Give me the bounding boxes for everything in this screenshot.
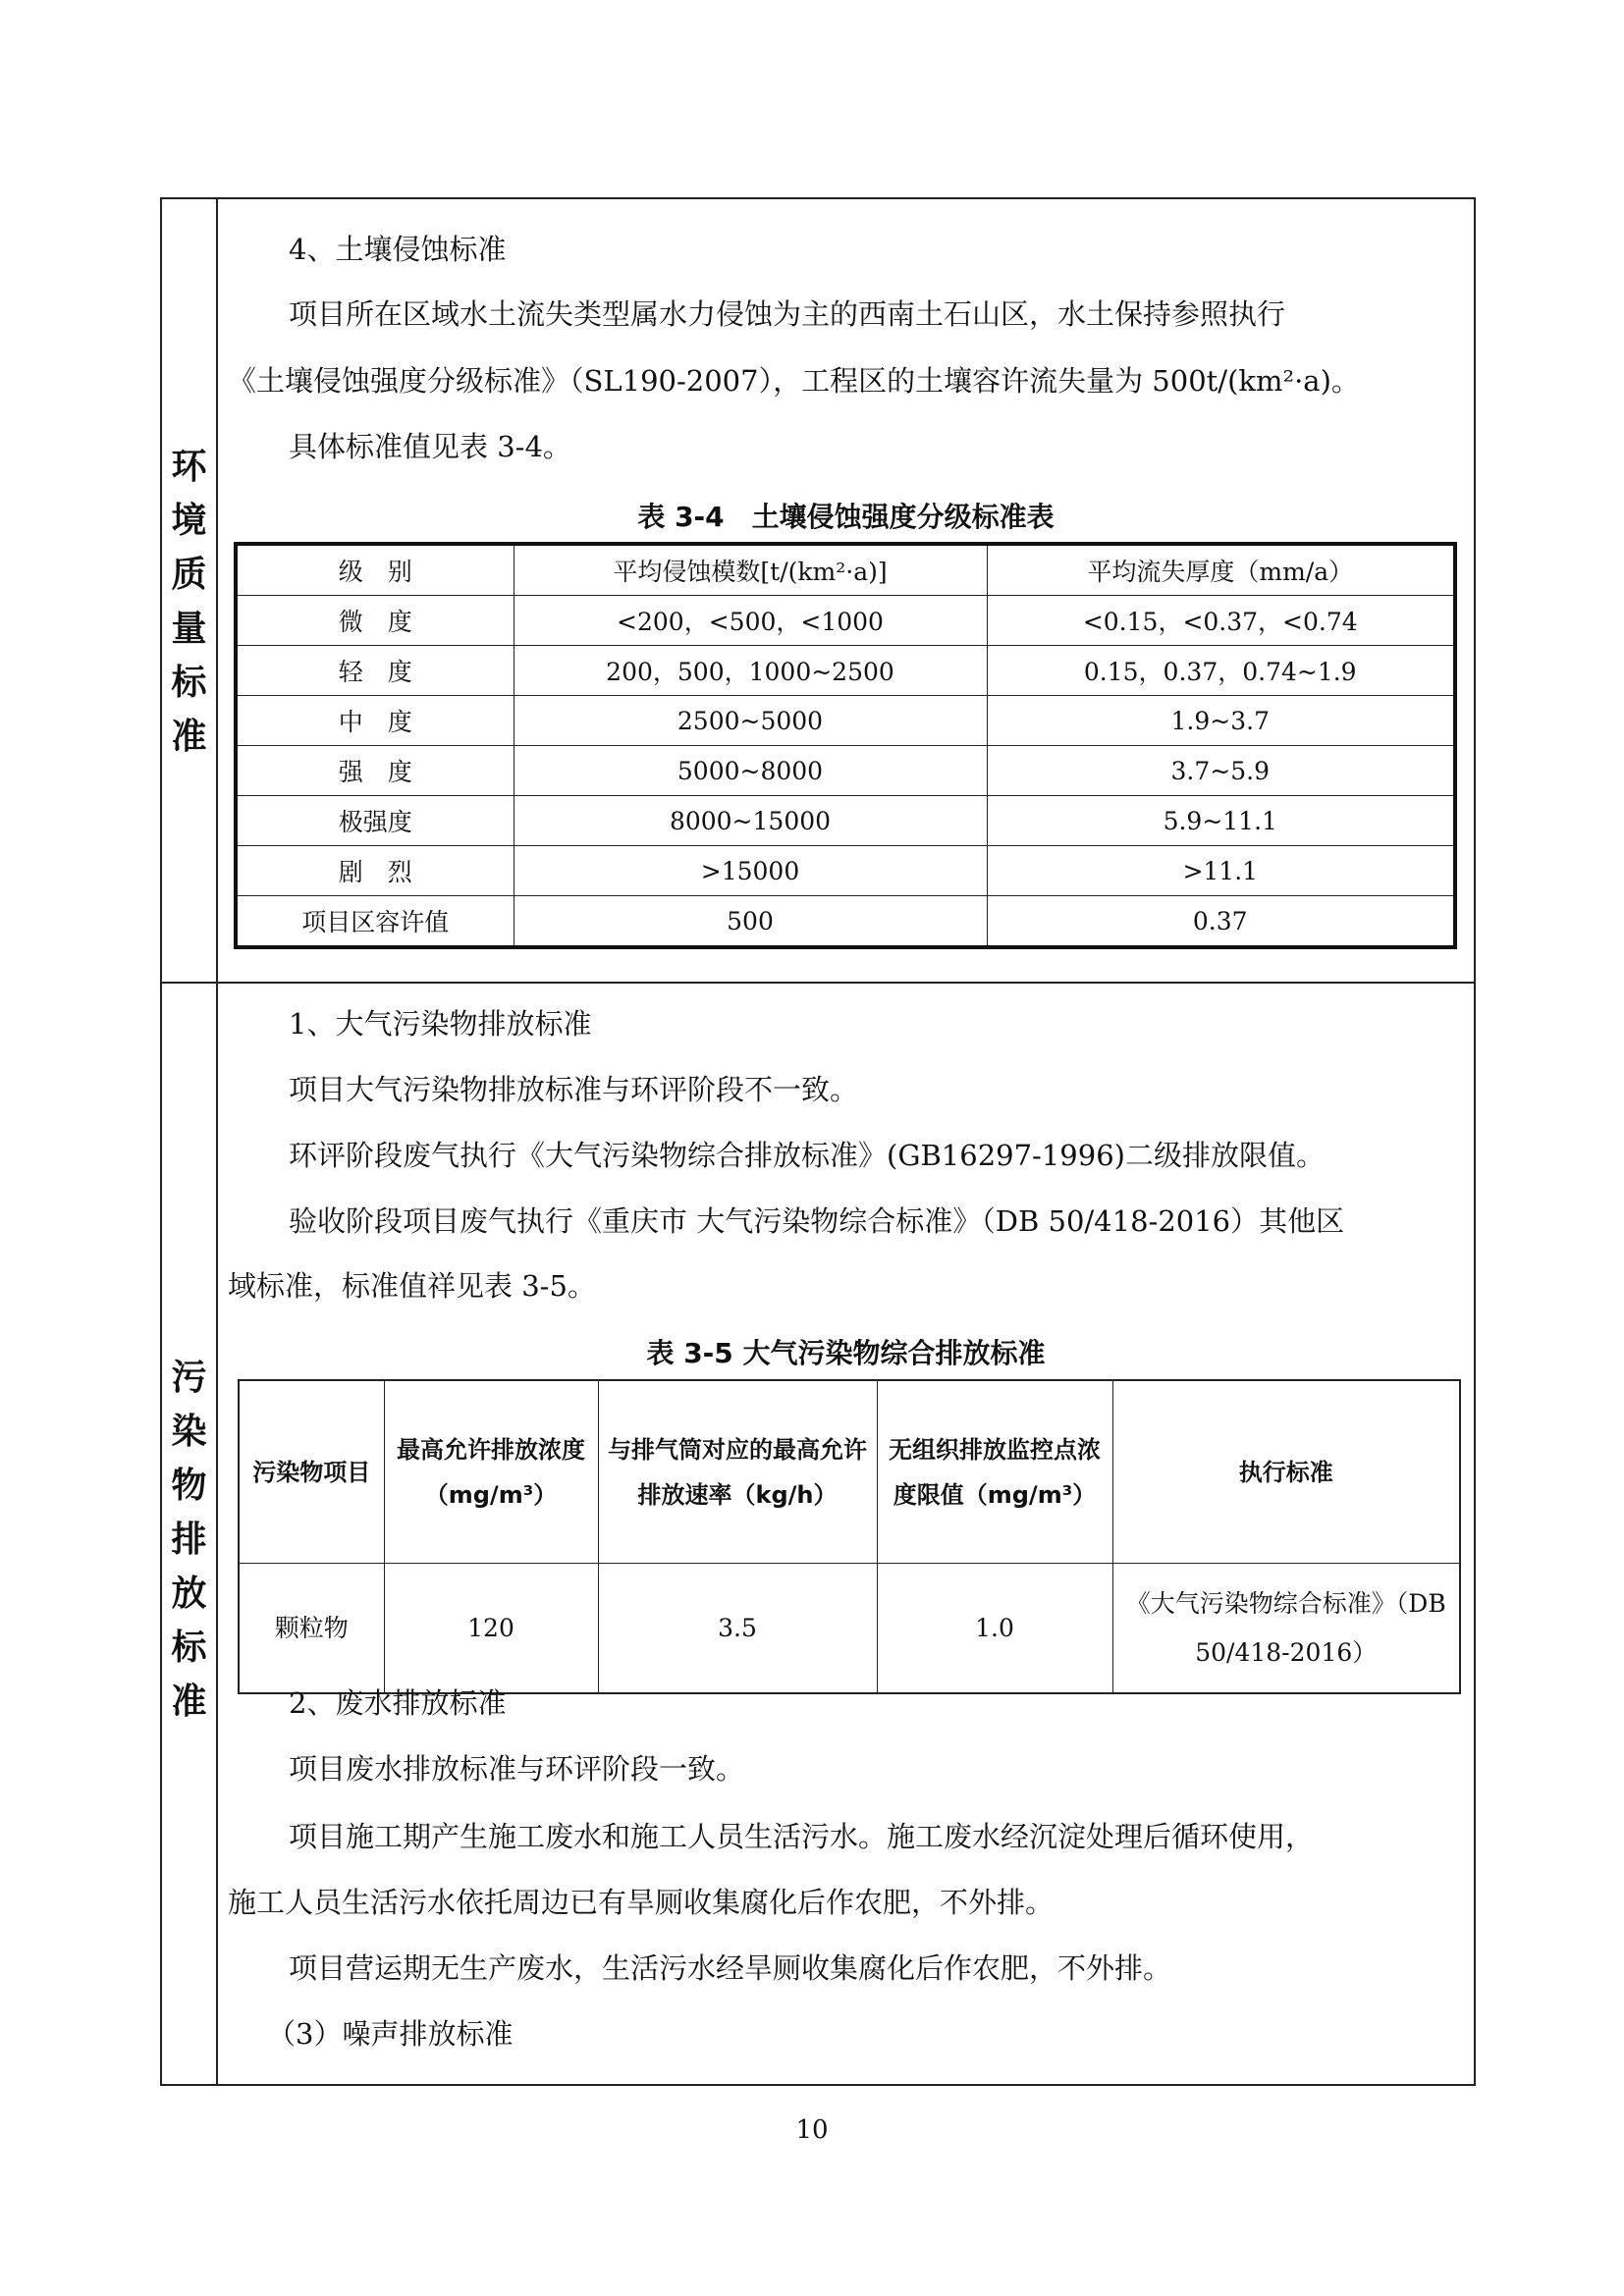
table-cell: >11.1 <box>987 846 1455 896</box>
table-cell: 颗粒物 <box>239 1564 384 1694</box>
header-cell: 无组织排放监控点浓度限值（mg/m³） <box>877 1380 1112 1564</box>
paragraph-line: 项目废水排放标准与环评阶段一致。 <box>289 1752 745 1786</box>
table-cell: 1.9~3.7 <box>987 696 1455 746</box>
table-3-4-caption: 表 3-4 土壤侵蚀强度分级标准表 <box>637 501 1055 533</box>
paragraph-line: 环评阶段废气执行《大气污染物综合排放标准》(GB16297-1996)二级排放限值。 <box>289 1139 1325 1172</box>
table-cell: 500 <box>514 896 987 948</box>
paragraph-line: 域标准，标准值祥见表 3-5。 <box>228 1269 596 1303</box>
heading-air-pollutant: 1、大气污染物排放标准 <box>289 1007 592 1041</box>
section-label-environment-quality: 环 境 质 量 标 准 <box>171 447 207 757</box>
header-cell: 级 别 <box>236 544 514 596</box>
header-cell: 执行标准 <box>1112 1380 1460 1564</box>
table-cell: 120 <box>384 1564 598 1694</box>
paragraph-line: 项目大气污染物排放标准与环评阶段不一致。 <box>289 1073 859 1106</box>
table-cell: 0.15，0.37，0.74~1.9 <box>987 646 1455 696</box>
table-cell: 项目区容许值 <box>236 896 514 948</box>
table-cell: 《大气污染物综合标准》（DB 50/418-2016） <box>1112 1564 1460 1694</box>
table-cell: 1.0 <box>877 1564 1112 1694</box>
table-cell: 5000~8000 <box>514 746 987 796</box>
paragraph-line: 项目营运期无生产废水，生活污水经旱厕收集腐化后作农肥，不外排。 <box>289 1951 1172 1985</box>
table-cell: 3.5 <box>598 1564 877 1694</box>
table-cell: 轻 度 <box>236 646 514 696</box>
table-cell: 5.9~11.1 <box>987 796 1455 846</box>
table-cell: 200，500，1000~2500 <box>514 646 987 696</box>
table-cell: 极强度 <box>236 796 514 846</box>
table-cell: 3.7~5.9 <box>987 746 1455 796</box>
table-3-5-caption: 表 3-5 大气污染物综合排放标准 <box>646 1337 1046 1369</box>
table-cell: 8000~15000 <box>514 796 987 846</box>
table-cell: 强 度 <box>236 746 514 796</box>
paragraph-line: 《土壤侵蚀强度分级标准》（SL190-2007），工程区的土壤容许流失量为 500t/(km²·a)。 <box>228 364 1360 398</box>
table-cell: <200，<500，<1000 <box>514 596 987 646</box>
paragraph-line: 项目施工期产生施工废水和施工人员生活污水。施工废水经沉淀处理后循环使用， <box>289 1820 1315 1853</box>
paragraph-line: 具体标准值见表 3-4。 <box>289 430 571 463</box>
page-number: 10 <box>795 2115 829 2145</box>
paragraph-line: 验收阶段项目废气执行《重庆市 大气污染物综合标准》（DB 50/418-2016）其他区 <box>289 1204 1345 1238</box>
table-cell: 剧 烈 <box>236 846 514 896</box>
table-cell: 2500~5000 <box>514 696 987 746</box>
header-cell: 最高允许排放浓度（mg/m³） <box>384 1380 598 1564</box>
heading-noise: （3）噪声排放标准 <box>267 2017 514 2051</box>
table-cell: 中 度 <box>236 696 514 746</box>
header-cell: 平均流失厚度（mm/a） <box>987 544 1455 596</box>
heading-wastewater: 2、废水排放标准 <box>289 1686 507 1720</box>
section-label-pollutant-discharge: 污 染 物 排 放 标 准 <box>171 1358 207 1722</box>
header-cell: 平均侵蚀模数[t/(km²·a)] <box>514 544 987 596</box>
table-cell: 0.37 <box>987 896 1455 948</box>
paragraph-line: 施工人员生活污水依托周边已有旱厕收集腐化后作农肥，不外排。 <box>228 1886 1055 1919</box>
table-cell: <0.15，<0.37，<0.74 <box>987 596 1455 646</box>
table-cell: >15000 <box>514 846 987 896</box>
header-cell: 污染物项目 <box>239 1380 384 1564</box>
header-cell: 与排气筒对应的最高允许排放速率（kg/h） <box>598 1380 877 1564</box>
table-cell: 微 度 <box>236 596 514 646</box>
paragraph-line: 项目所在区域水土流失类型属水力侵蚀为主的西南土石山区，水土保持参照执行 <box>289 297 1286 331</box>
heading-soil-erosion: 4、土壤侵蚀标准 <box>289 233 507 266</box>
section-2-tail <box>218 197 1475 2086</box>
